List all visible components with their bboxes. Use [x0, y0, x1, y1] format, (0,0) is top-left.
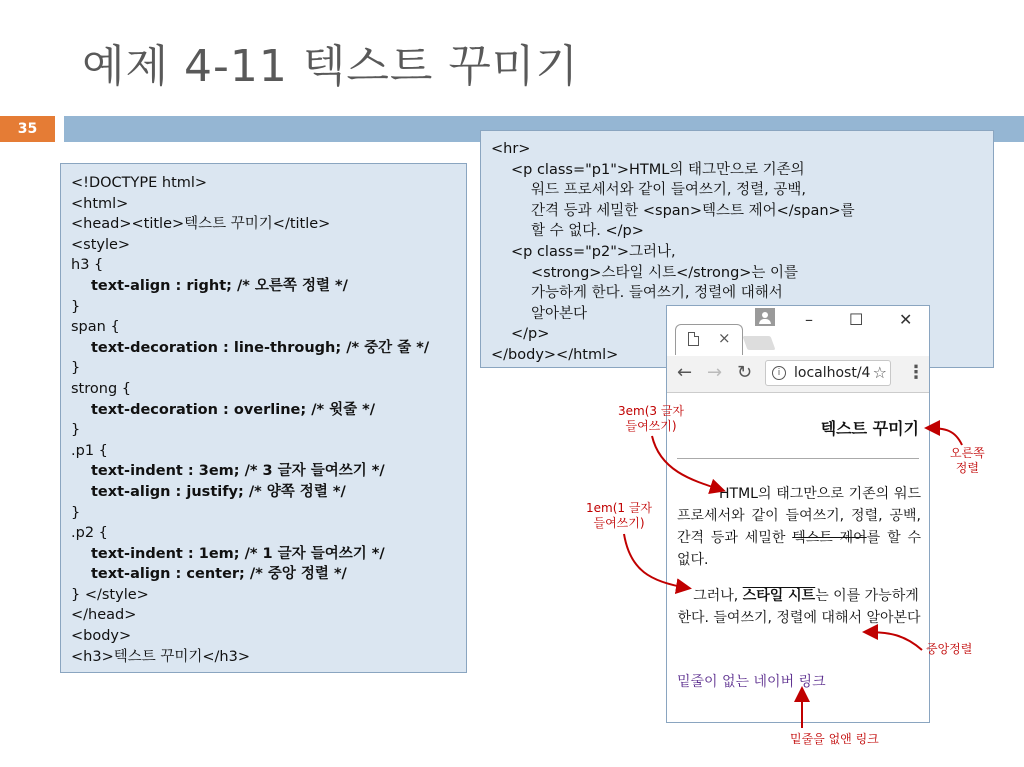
- code-line: text-indent : 3em; /* 3 글자 들여쓰기 */: [91, 463, 385, 480]
- bookmark-star-icon[interactable]: ☆: [872, 363, 887, 382]
- p1-text: HTML의 태그만으로 기존의 워드 프로세서와 같이 들여쓰기, 정렬, 공백, 간격 등과 세밀한: [677, 486, 921, 546]
- annotation-link: 밑줄을 없앤 링크: [790, 732, 879, 746]
- code-line: 가능하게 한다. 들여쓰기, 정렬에 대해서: [531, 285, 783, 302]
- code-line: text-indent : 1em; /* 1 글자 들여쓰기 */: [91, 545, 385, 562]
- code-line: <hr>: [491, 141, 531, 157]
- code-line: 워드 프로세서와 같이 들여쓰기, 정렬, 공백,: [531, 182, 806, 199]
- code-line: <head><title>텍스트 꾸미기</title>: [71, 216, 331, 233]
- code-line: <h3>텍스트 꾸미기</h3>: [71, 648, 250, 665]
- code-line: <p class="p1">HTML의 태그만으로 기존의: [511, 161, 805, 178]
- code-line: span {: [71, 319, 120, 336]
- code-line: }: [71, 360, 81, 377]
- rendered-heading: 텍스트 꾸미기: [820, 419, 919, 438]
- code-line: <html>: [71, 195, 129, 212]
- code-line: text-align : center; /* 중앙 정렬 */: [91, 566, 347, 583]
- arrow-indent-1em: [624, 534, 688, 588]
- code-line: .p2 {: [71, 525, 108, 542]
- code-line: </head>: [71, 607, 137, 624]
- code-line: .p1 {: [71, 442, 108, 459]
- code-line: text-decoration : line-through; /* 중간 줄 */: [91, 339, 430, 356]
- p2-text: 그러나,: [693, 588, 743, 604]
- code-line: }: [71, 504, 81, 521]
- arrow-indent-3em: [652, 436, 722, 490]
- code-line: <p class="p2">그러나,: [511, 243, 676, 260]
- code-line: text-align : justify; /* 양쪽 정렬 */: [91, 483, 346, 500]
- url-text: localhost/4: [794, 365, 870, 381]
- p1-text-end: 를 할 수 없다.: [677, 530, 921, 568]
- naver-link[interactable]: 밑줄이 없는 네이버 링크: [677, 674, 826, 690]
- strikethrough-text: 텍스트 제어: [792, 530, 867, 546]
- slide-title: 예제 4-11 텍스트 꾸미기: [82, 41, 579, 92]
- code-line: </body></html>: [491, 346, 619, 363]
- annotation-line: 들여쓰기): [625, 419, 677, 433]
- code-line: }: [71, 422, 81, 439]
- menu-icon[interactable]: ⋮: [907, 362, 925, 383]
- code-line: 알아본다: [531, 305, 588, 322]
- code-line: <body>: [71, 628, 132, 645]
- page-number: 35: [0, 116, 55, 142]
- maximize-button[interactable]: ☐: [849, 310, 864, 329]
- code-line: text-decoration : overline; /* 윗줄 */: [91, 401, 376, 418]
- annotation-line: 오른쪽: [950, 446, 985, 460]
- back-arrow-icon[interactable]: ←: [677, 362, 693, 383]
- code-line: </p>: [511, 326, 550, 343]
- tab-close-icon[interactable]: ×: [718, 329, 731, 347]
- annotation-line: 3em(3 글자: [618, 404, 685, 418]
- overline-text: 스타일 시트: [742, 588, 816, 604]
- code-line: strong {: [71, 380, 131, 397]
- code-line: <strong>스타일 시트</strong>는 이를: [531, 264, 799, 281]
- code-line: } </style>: [71, 586, 149, 603]
- p2-text-end: 는 이를 가능하게 한다. 들여쓰기, 정렬에 대해서 알아본다: [677, 588, 921, 626]
- minimize-button[interactable]: –: [805, 310, 813, 329]
- annotation-center-align: 중앙정렬: [926, 642, 973, 656]
- annotation-line: 1em(1 글자: [586, 501, 653, 515]
- arrow-center-align: [866, 632, 922, 650]
- code-line: }: [71, 298, 81, 315]
- reload-icon[interactable]: ↻: [737, 362, 753, 383]
- code-line: 간격 등과 세밀한 <span>텍스트 제어</span>를: [531, 202, 855, 219]
- code-line: <style>: [71, 236, 131, 253]
- code-line: <!DOCTYPE html>: [71, 175, 208, 191]
- code-line: 할 수 없다. </p>: [531, 223, 644, 240]
- forward-arrow-icon[interactable]: →: [707, 362, 723, 383]
- annotation-line: 정렬: [955, 461, 979, 475]
- info-icon[interactable]: i: [772, 366, 786, 380]
- annotation-line: 들여쓰기): [593, 516, 645, 530]
- code-line: h3 {: [71, 257, 104, 274]
- code-line: text-align : right; /* 오른쪽 정렬 */: [91, 277, 348, 294]
- arrow-right-align: [928, 428, 962, 445]
- close-window-button[interactable]: ✕: [899, 310, 913, 329]
